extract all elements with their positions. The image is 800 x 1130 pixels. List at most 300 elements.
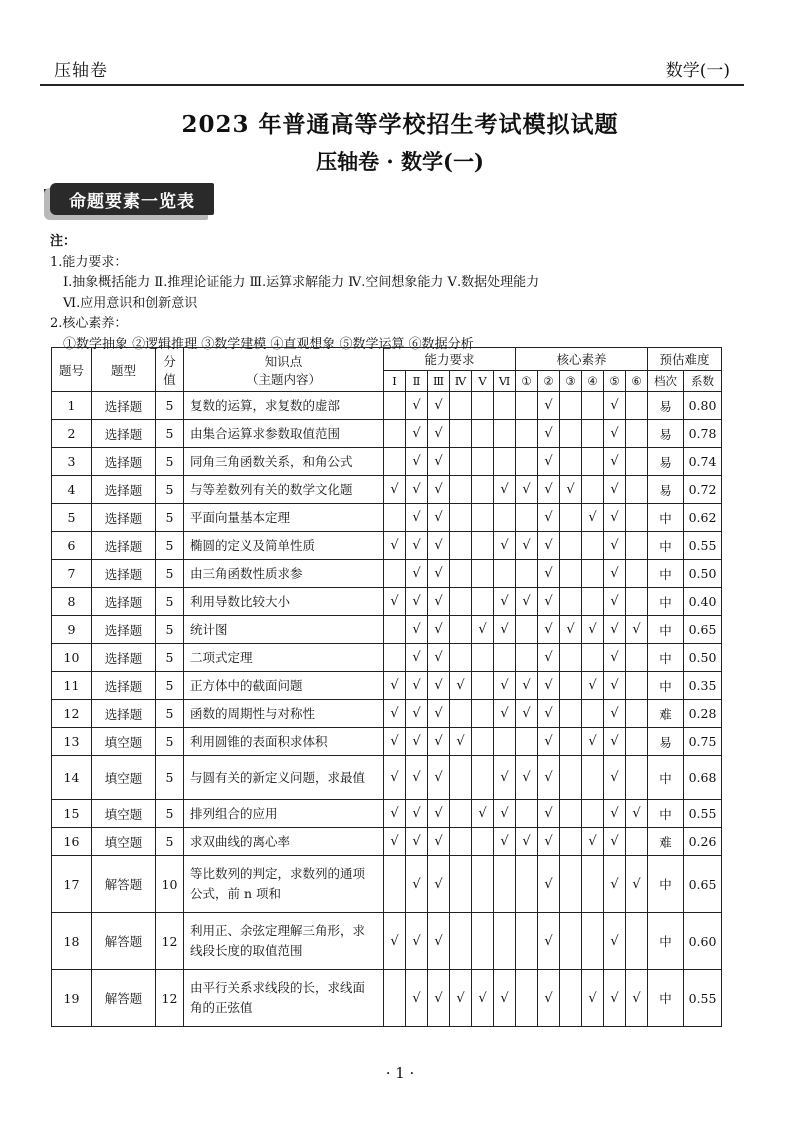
cell-core-4 xyxy=(582,588,604,616)
table-row xyxy=(52,532,722,560)
core-line: ①数学抽象 ②逻辑推理 ③数学建模 ④直观想象 ⑤数学运算 ⑥数据分析 xyxy=(63,336,474,352)
cell-core-4 xyxy=(582,476,604,504)
cell-num: 1 xyxy=(52,392,92,420)
cell-coef: 0.74 xyxy=(684,448,722,476)
cell-ability-6: √ xyxy=(494,828,516,856)
cell-ability-2: √ xyxy=(406,532,428,560)
cell-coef: 0.60 xyxy=(684,913,722,970)
cell-core-6 xyxy=(626,504,648,532)
table-row xyxy=(52,420,722,448)
cell-ability-6: √ xyxy=(494,616,516,644)
cell-type: 解答题 xyxy=(92,970,156,1027)
cell-ability-2: √ xyxy=(406,728,428,756)
cell-ability-1: √ xyxy=(384,588,406,616)
cell-num: 10 xyxy=(52,644,92,672)
cell-ability-6 xyxy=(494,913,516,970)
cell-ability-2: √ xyxy=(406,700,428,728)
cell-core-1: √ xyxy=(516,532,538,560)
cell-ability-4 xyxy=(450,504,472,532)
cell-core-1: √ xyxy=(516,756,538,800)
cell-core-4: √ xyxy=(582,728,604,756)
cell-core-3 xyxy=(560,700,582,728)
cell-ability-3: √ xyxy=(428,828,450,856)
cell-ability-4 xyxy=(450,420,472,448)
cell-ability-3: √ xyxy=(428,913,450,970)
cell-core-4 xyxy=(582,448,604,476)
cell-ability-1: √ xyxy=(384,532,406,560)
cell-score: 5 xyxy=(156,828,184,856)
cell-ability-4 xyxy=(450,828,472,856)
cell-ability-3: √ xyxy=(428,856,450,913)
cell-core-1 xyxy=(516,560,538,588)
cell-score: 5 xyxy=(156,476,184,504)
cell-coef: 0.35 xyxy=(684,672,722,700)
cell-core-3: √ xyxy=(560,616,582,644)
table-row xyxy=(52,970,722,1027)
cell-ability-5 xyxy=(472,588,494,616)
ability-col-5: Ⅴ xyxy=(472,371,494,392)
cell-knowledge-point: 由三角函数性质求参 xyxy=(184,560,384,588)
cell-score: 5 xyxy=(156,700,184,728)
cell-level: 中 xyxy=(648,913,684,970)
cell-ability-4: √ xyxy=(450,672,472,700)
cell-core-1 xyxy=(516,448,538,476)
cell-core-2: √ xyxy=(538,970,560,1027)
cell-core-2: √ xyxy=(538,420,560,448)
cell-ability-1: √ xyxy=(384,828,406,856)
cell-core-1: √ xyxy=(516,828,538,856)
cell-core-5: √ xyxy=(604,560,626,588)
cell-core-2: √ xyxy=(538,448,560,476)
table-body xyxy=(52,392,722,1027)
cell-core-4 xyxy=(582,756,604,800)
cell-core-3 xyxy=(560,588,582,616)
cell-coef: 0.50 xyxy=(684,560,722,588)
cell-core-5: √ xyxy=(604,756,626,800)
table-row xyxy=(52,504,722,532)
cell-core-4 xyxy=(582,913,604,970)
table-row xyxy=(52,913,722,970)
cell-ability-5: √ xyxy=(472,800,494,828)
cell-core-3 xyxy=(560,828,582,856)
page-subtitle: 压轴卷 · 数学(一) xyxy=(316,149,484,174)
cell-num: 16 xyxy=(52,828,92,856)
table-row xyxy=(52,800,722,828)
cell-ability-4 xyxy=(450,644,472,672)
cell-knowledge-point: 由平行关系求线段的长，求线面角的正弦值 xyxy=(184,970,384,1027)
cell-ability-6: √ xyxy=(494,532,516,560)
cell-ability-5 xyxy=(472,644,494,672)
cell-ability-4 xyxy=(450,560,472,588)
cell-ability-1: √ xyxy=(384,672,406,700)
cell-level: 易 xyxy=(648,420,684,448)
cell-core-1 xyxy=(516,728,538,756)
cell-level: 中 xyxy=(648,672,684,700)
cell-core-2: √ xyxy=(538,913,560,970)
cell-score: 5 xyxy=(156,616,184,644)
cell-ability-4 xyxy=(450,800,472,828)
cell-ability-4 xyxy=(450,448,472,476)
cell-ability-5 xyxy=(472,756,494,800)
cell-core-5: √ xyxy=(604,476,626,504)
cell-ability-1 xyxy=(384,420,406,448)
table-row xyxy=(52,828,722,856)
cell-core-1: √ xyxy=(516,672,538,700)
cell-ability-1: √ xyxy=(384,913,406,970)
cell-ability-3: √ xyxy=(428,420,450,448)
cell-score: 12 xyxy=(156,970,184,1027)
cell-level: 易 xyxy=(648,728,684,756)
cell-ability-1 xyxy=(384,856,406,913)
cell-level: 中 xyxy=(648,560,684,588)
cell-core-3 xyxy=(560,856,582,913)
header-rule xyxy=(40,84,744,86)
cell-ability-6 xyxy=(494,856,516,913)
cell-core-3: √ xyxy=(560,476,582,504)
cell-core-3 xyxy=(560,504,582,532)
header-ability: 能力要求 xyxy=(384,348,516,371)
cell-core-4: √ xyxy=(582,672,604,700)
cell-level: 中 xyxy=(648,504,684,532)
cell-knowledge-point: 利用正、余弦定理解三角形，求线段长度的取值范围 xyxy=(184,913,384,970)
core-col-4: ④ xyxy=(582,371,604,392)
cell-core-4 xyxy=(582,800,604,828)
cell-ability-4 xyxy=(450,913,472,970)
cell-knowledge-point: 求双曲线的离心率 xyxy=(184,828,384,856)
cell-num: 9 xyxy=(52,616,92,644)
cell-coef: 0.40 xyxy=(684,588,722,616)
cell-ability-3: √ xyxy=(428,476,450,504)
cell-ability-6: √ xyxy=(494,970,516,1027)
cell-core-2: √ xyxy=(538,700,560,728)
cell-core-2: √ xyxy=(538,504,560,532)
table-row xyxy=(52,588,722,616)
cell-type: 填空题 xyxy=(92,728,156,756)
cell-ability-6 xyxy=(494,420,516,448)
table-row xyxy=(52,392,722,420)
cell-core-4 xyxy=(582,420,604,448)
cell-level: 中 xyxy=(648,644,684,672)
cell-num: 7 xyxy=(52,560,92,588)
table-row xyxy=(52,644,722,672)
cell-ability-6: √ xyxy=(494,800,516,828)
cell-score: 5 xyxy=(156,504,184,532)
header-level: 档次 xyxy=(648,371,684,392)
cell-core-2: √ xyxy=(538,560,560,588)
cell-knowledge-point: 同角三角函数关系，和角公式 xyxy=(184,448,384,476)
table-row xyxy=(52,616,722,644)
cell-core-5: √ xyxy=(604,392,626,420)
cell-ability-6 xyxy=(494,392,516,420)
cell-core-5: √ xyxy=(604,828,626,856)
cell-type: 填空题 xyxy=(92,756,156,800)
cell-ability-5 xyxy=(472,448,494,476)
cell-level: 中 xyxy=(648,588,684,616)
cell-level: 中 xyxy=(648,616,684,644)
cell-ability-5: √ xyxy=(472,616,494,644)
cell-core-6 xyxy=(626,700,648,728)
cell-type: 选择题 xyxy=(92,504,156,532)
cell-score: 5 xyxy=(156,532,184,560)
core-label: 2.核心素养： xyxy=(50,316,128,331)
cell-core-4: √ xyxy=(582,616,604,644)
cell-ability-2: √ xyxy=(406,476,428,504)
cell-core-5: √ xyxy=(604,616,626,644)
cell-ability-2: √ xyxy=(406,913,428,970)
cell-core-3 xyxy=(560,970,582,1027)
cell-core-1 xyxy=(516,800,538,828)
cell-score: 5 xyxy=(156,728,184,756)
cell-ability-3: √ xyxy=(428,728,450,756)
cell-ability-6: √ xyxy=(494,672,516,700)
cell-ability-5 xyxy=(472,476,494,504)
header-score: 分 值 xyxy=(156,348,184,392)
cell-core-5: √ xyxy=(604,672,626,700)
core-col-5: ⑤ xyxy=(604,371,626,392)
cell-core-6 xyxy=(626,913,648,970)
section-banner: 命题要素一览表 xyxy=(50,183,214,215)
cell-ability-3: √ xyxy=(428,448,450,476)
cell-type: 选择题 xyxy=(92,616,156,644)
cell-score: 5 xyxy=(156,756,184,800)
cell-core-5: √ xyxy=(604,728,626,756)
cell-core-6: √ xyxy=(626,856,648,913)
cell-score: 5 xyxy=(156,560,184,588)
notes-label: 注： xyxy=(50,234,77,249)
cell-core-2: √ xyxy=(538,756,560,800)
cell-num: 3 xyxy=(52,448,92,476)
cell-core-6 xyxy=(626,644,648,672)
cell-core-3 xyxy=(560,672,582,700)
cell-coef: 0.28 xyxy=(684,700,722,728)
cell-level: 易 xyxy=(648,476,684,504)
cell-type: 选择题 xyxy=(92,588,156,616)
cell-coef: 0.62 xyxy=(684,504,722,532)
cell-ability-2: √ xyxy=(406,392,428,420)
table-row xyxy=(52,700,722,728)
cell-type: 选择题 xyxy=(92,560,156,588)
cell-coef: 0.55 xyxy=(684,970,722,1027)
cell-core-6 xyxy=(626,588,648,616)
cell-num: 19 xyxy=(52,970,92,1027)
header-knowledge-point: 知识点 （主题内容） xyxy=(184,348,384,392)
ability-col-4: Ⅳ xyxy=(450,371,472,392)
cell-coef: 0.55 xyxy=(684,800,722,828)
notes-section xyxy=(50,232,539,355)
requirements-table xyxy=(51,347,722,1027)
cell-level: 中 xyxy=(648,970,684,1027)
cell-ability-1: √ xyxy=(384,800,406,828)
cell-ability-5 xyxy=(472,392,494,420)
cell-ability-1 xyxy=(384,970,406,1027)
cell-knowledge-point: 统计图 xyxy=(184,616,384,644)
cell-type: 选择题 xyxy=(92,448,156,476)
cell-core-6: √ xyxy=(626,970,648,1027)
cell-score: 5 xyxy=(156,644,184,672)
cell-core-6 xyxy=(626,672,648,700)
header-core: 核心素养 xyxy=(516,348,648,371)
cell-ability-6: √ xyxy=(494,756,516,800)
cell-type: 选择题 xyxy=(92,672,156,700)
cell-ability-4 xyxy=(450,532,472,560)
cell-ability-2: √ xyxy=(406,856,428,913)
cell-ability-6 xyxy=(494,560,516,588)
cell-ability-3: √ xyxy=(428,800,450,828)
cell-ability-3: √ xyxy=(428,588,450,616)
ability-col-2: Ⅱ xyxy=(406,371,428,392)
cell-core-3 xyxy=(560,420,582,448)
cell-core-1 xyxy=(516,392,538,420)
cell-ability-5 xyxy=(472,856,494,913)
cell-ability-1 xyxy=(384,560,406,588)
cell-knowledge-point: 与等差数列有关的数学文化题 xyxy=(184,476,384,504)
cell-ability-5 xyxy=(472,828,494,856)
cell-ability-6: √ xyxy=(494,476,516,504)
cell-ability-1 xyxy=(384,448,406,476)
cell-ability-3: √ xyxy=(428,532,450,560)
cell-coef: 0.65 xyxy=(684,856,722,913)
cell-ability-4: √ xyxy=(450,970,472,1027)
cell-knowledge-point: 正方体中的截面问题 xyxy=(184,672,384,700)
cell-core-2: √ xyxy=(538,476,560,504)
cell-core-6 xyxy=(626,476,648,504)
cell-core-5: √ xyxy=(604,420,626,448)
core-col-6: ⑥ xyxy=(626,371,648,392)
cell-ability-5 xyxy=(472,504,494,532)
ability-line-2: Ⅵ.应用意识和创新意识 xyxy=(63,295,198,311)
cell-num: 6 xyxy=(52,532,92,560)
header-coef: 系数 xyxy=(684,371,722,392)
cell-ability-6 xyxy=(494,644,516,672)
cell-knowledge-point: 排列组合的应用 xyxy=(184,800,384,828)
cell-knowledge-point: 函数的周期性与对称性 xyxy=(184,700,384,728)
cell-type: 选择题 xyxy=(92,420,156,448)
cell-score: 5 xyxy=(156,392,184,420)
cell-type: 解答题 xyxy=(92,913,156,970)
cell-core-2: √ xyxy=(538,616,560,644)
cell-type: 解答题 xyxy=(92,856,156,913)
running-header-right: 数学(一) xyxy=(665,61,730,81)
cell-knowledge-point: 等比数列的判定，求数列的通项公式，前 n 项和 xyxy=(184,856,384,913)
table-row xyxy=(52,672,722,700)
cell-ability-4 xyxy=(450,616,472,644)
cell-ability-2: √ xyxy=(406,616,428,644)
cell-ability-5 xyxy=(472,672,494,700)
cell-core-6 xyxy=(626,392,648,420)
cell-ability-4 xyxy=(450,756,472,800)
table-row xyxy=(52,448,722,476)
ability-label: 1.能力要求： xyxy=(50,254,128,270)
cell-core-2: √ xyxy=(538,588,560,616)
cell-coef: 0.80 xyxy=(684,392,722,420)
cell-knowledge-point: 利用圆锥的表面积求体积 xyxy=(184,728,384,756)
cell-ability-5 xyxy=(472,560,494,588)
cell-ability-5 xyxy=(472,700,494,728)
cell-ability-3: √ xyxy=(428,392,450,420)
cell-coef: 0.72 xyxy=(684,476,722,504)
cell-core-5: √ xyxy=(604,532,626,560)
cell-core-5: √ xyxy=(604,588,626,616)
cell-core-1 xyxy=(516,420,538,448)
cell-core-3 xyxy=(560,756,582,800)
cell-coef: 0.65 xyxy=(684,616,722,644)
cell-score: 5 xyxy=(156,800,184,828)
cell-ability-1 xyxy=(384,392,406,420)
cell-type: 选择题 xyxy=(92,532,156,560)
cell-core-6 xyxy=(626,448,648,476)
cell-core-4 xyxy=(582,392,604,420)
cell-core-6 xyxy=(626,420,648,448)
cell-core-4 xyxy=(582,532,604,560)
cell-core-3 xyxy=(560,448,582,476)
cell-level: 易 xyxy=(648,448,684,476)
cell-level: 中 xyxy=(648,856,684,913)
cell-core-2: √ xyxy=(538,392,560,420)
cell-score: 5 xyxy=(156,420,184,448)
cell-ability-1 xyxy=(384,616,406,644)
cell-core-1: √ xyxy=(516,700,538,728)
cell-level: 难 xyxy=(648,700,684,728)
table-row xyxy=(52,856,722,913)
cell-ability-5 xyxy=(472,913,494,970)
cell-ability-6: √ xyxy=(494,700,516,728)
cell-ability-4 xyxy=(450,588,472,616)
cell-ability-4 xyxy=(450,392,472,420)
cell-core-4: √ xyxy=(582,504,604,532)
cell-ability-4: √ xyxy=(450,728,472,756)
cell-ability-1: √ xyxy=(384,756,406,800)
cell-core-3 xyxy=(560,392,582,420)
page-title: 2023 年普通高等学校招生考试模拟试题 xyxy=(181,111,619,138)
header-difficulty: 预估难度 xyxy=(648,348,722,371)
cell-knowledge-point: 复数的运算，求复数的虚部 xyxy=(184,392,384,420)
cell-core-2: √ xyxy=(538,828,560,856)
cell-core-3 xyxy=(560,913,582,970)
cell-type: 选择题 xyxy=(92,476,156,504)
ability-line-1: Ⅰ.抽象概括能力 Ⅱ.推理论证能力 Ⅲ.运算求解能力 Ⅳ.空间想象能力 Ⅴ.数据处理能力 xyxy=(63,275,540,290)
table-row xyxy=(52,560,722,588)
cell-core-5: √ xyxy=(604,700,626,728)
cell-num: 13 xyxy=(52,728,92,756)
cell-ability-2: √ xyxy=(406,504,428,532)
cell-core-1 xyxy=(516,856,538,913)
cell-level: 中 xyxy=(648,532,684,560)
cell-ability-1 xyxy=(384,644,406,672)
cell-num: 4 xyxy=(52,476,92,504)
ability-col-1: Ⅰ xyxy=(384,371,406,392)
cell-type: 选择题 xyxy=(92,392,156,420)
cell-ability-2: √ xyxy=(406,970,428,1027)
cell-core-1: √ xyxy=(516,588,538,616)
cell-core-4: √ xyxy=(582,828,604,856)
header-type: 题型 xyxy=(92,348,156,392)
cell-ability-3: √ xyxy=(428,504,450,532)
cell-knowledge-point: 平面向量基本定理 xyxy=(184,504,384,532)
cell-ability-1 xyxy=(384,504,406,532)
cell-num: 17 xyxy=(52,856,92,913)
table-row xyxy=(52,756,722,800)
cell-coef: 0.26 xyxy=(684,828,722,856)
cell-core-2: √ xyxy=(538,728,560,756)
cell-level: 易 xyxy=(648,392,684,420)
cell-core-6 xyxy=(626,532,648,560)
cell-coef: 0.50 xyxy=(684,644,722,672)
cell-ability-4 xyxy=(450,700,472,728)
cell-knowledge-point: 椭圆的定义及简单性质 xyxy=(184,532,384,560)
cell-knowledge-point: 利用导数比较大小 xyxy=(184,588,384,616)
cell-num: 15 xyxy=(52,800,92,828)
page-number: · 1 · xyxy=(385,1064,415,1082)
